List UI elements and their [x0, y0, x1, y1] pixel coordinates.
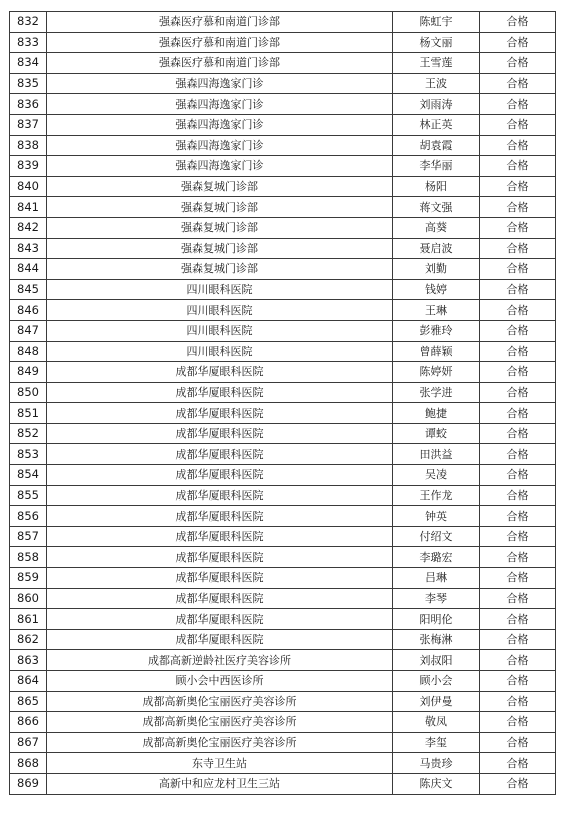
institution-cell: 强森医疗慕和南道门诊部: [47, 12, 393, 33]
table-row: [10, 629, 556, 650]
person-name-cell: 高葵: [393, 217, 480, 238]
institution-cell: 强森复城门诊部: [47, 176, 393, 197]
person-name-cell: 吴凌: [393, 465, 480, 486]
institution-cell: 强森医疗慕和南道门诊部: [47, 32, 393, 53]
row-number-cell: 848: [10, 341, 47, 362]
result-cell: 合格: [480, 444, 556, 465]
row-number-cell: 836: [10, 94, 47, 115]
row-number-cell: 861: [10, 609, 47, 630]
result-cell: 合格: [480, 176, 556, 197]
row-number-cell: 869: [10, 773, 47, 794]
row-number-cell: 842: [10, 217, 47, 238]
row-number-cell: 835: [10, 73, 47, 94]
row-number-cell: 849: [10, 362, 47, 383]
person-name-cell: 吕琳: [393, 568, 480, 589]
result-cell: 合格: [480, 753, 556, 774]
person-name-cell: 钱婷: [393, 279, 480, 300]
result-cell: 合格: [480, 94, 556, 115]
row-number-cell: 862: [10, 629, 47, 650]
row-number-cell: 860: [10, 588, 47, 609]
person-name-cell: 马贵珍: [393, 753, 480, 774]
table-row: [10, 588, 556, 609]
institution-cell: 成都华厦眼科医院: [47, 629, 393, 650]
result-cell: 合格: [480, 362, 556, 383]
result-cell: 合格: [480, 382, 556, 403]
person-name-cell: 彭雅玲: [393, 320, 480, 341]
institution-cell: 成都华厦眼科医院: [47, 526, 393, 547]
table-row: [10, 94, 556, 115]
person-name-cell: 李华丽: [393, 156, 480, 177]
person-name-cell: 刘勤: [393, 259, 480, 280]
person-name-cell: 鲍捷: [393, 403, 480, 424]
person-name-cell: 付绍文: [393, 526, 480, 547]
result-cell: 合格: [480, 423, 556, 444]
table-row: [10, 259, 556, 280]
result-cell: 合格: [480, 217, 556, 238]
row-number-cell: 856: [10, 506, 47, 527]
table-row: [10, 671, 556, 692]
result-cell: 合格: [480, 526, 556, 547]
institution-cell: 强森复城门诊部: [47, 238, 393, 259]
person-name-cell: 田洪益: [393, 444, 480, 465]
row-number-cell: 833: [10, 32, 47, 53]
result-cell: 合格: [480, 197, 556, 218]
person-name-cell: 陈庆文: [393, 773, 480, 794]
person-name-cell: 杨文丽: [393, 32, 480, 53]
institution-cell: 四川眼科医院: [47, 300, 393, 321]
person-name-cell: 曾薛颖: [393, 341, 480, 362]
table-row: [10, 217, 556, 238]
row-number-cell: 837: [10, 114, 47, 135]
institution-cell: 成都华厦眼科医院: [47, 382, 393, 403]
row-number-cell: 844: [10, 259, 47, 280]
person-name-cell: 刘叔阳: [393, 650, 480, 671]
result-cell: 合格: [480, 12, 556, 33]
table-row: [10, 465, 556, 486]
result-cell: 合格: [480, 465, 556, 486]
institution-cell: 成都高新奥伦宝丽医疗美容诊所: [47, 712, 393, 733]
table-row: [10, 526, 556, 547]
person-name-cell: 胡袁霞: [393, 135, 480, 156]
person-name-cell: 钟英: [393, 506, 480, 527]
institution-cell: 强森四海逸家门诊: [47, 73, 393, 94]
table-row: [10, 547, 556, 568]
result-cell: 合格: [480, 341, 556, 362]
person-name-cell: 李琴: [393, 588, 480, 609]
result-cell: 合格: [480, 691, 556, 712]
results-table-body: [10, 12, 556, 795]
person-name-cell: 聂启波: [393, 238, 480, 259]
results-table-sheet: [9, 11, 551, 795]
row-number-cell: 857: [10, 526, 47, 547]
person-name-cell: 阳明伦: [393, 609, 480, 630]
result-cell: 合格: [480, 300, 556, 321]
table-row: [10, 156, 556, 177]
institution-cell: 四川眼科医院: [47, 320, 393, 341]
person-name-cell: 张梅淋: [393, 629, 480, 650]
institution-cell: 高新中和应龙村卫生三站: [47, 773, 393, 794]
result-cell: 合格: [480, 609, 556, 630]
institution-cell: 成都华厦眼科医院: [47, 588, 393, 609]
table-row: [10, 423, 556, 444]
person-name-cell: 王作龙: [393, 485, 480, 506]
table-row: [10, 320, 556, 341]
person-name-cell: 陈婷妍: [393, 362, 480, 383]
table-row: [10, 732, 556, 753]
row-number-cell: 834: [10, 53, 47, 74]
row-number-cell: 852: [10, 423, 47, 444]
table-row: [10, 362, 556, 383]
result-cell: 合格: [480, 320, 556, 341]
row-number-cell: 853: [10, 444, 47, 465]
results-table: [9, 11, 556, 795]
table-row: [10, 341, 556, 362]
row-number-cell: 845: [10, 279, 47, 300]
result-cell: 合格: [480, 135, 556, 156]
institution-cell: 强森复城门诊部: [47, 259, 393, 280]
table-row: [10, 444, 556, 465]
person-name-cell: 王琳: [393, 300, 480, 321]
person-name-cell: 刘雨涛: [393, 94, 480, 115]
institution-cell: 强森复城门诊部: [47, 197, 393, 218]
result-cell: 合格: [480, 259, 556, 280]
row-number-cell: 851: [10, 403, 47, 424]
institution-cell: 成都华厦眼科医院: [47, 609, 393, 630]
table-row: [10, 135, 556, 156]
institution-cell: 强森医疗慕和南道门诊部: [47, 53, 393, 74]
row-number-cell: 864: [10, 671, 47, 692]
table-row: [10, 568, 556, 589]
row-number-cell: 846: [10, 300, 47, 321]
table-row: [10, 691, 556, 712]
result-cell: 合格: [480, 650, 556, 671]
result-cell: 合格: [480, 773, 556, 794]
table-row: [10, 176, 556, 197]
result-cell: 合格: [480, 114, 556, 135]
table-row: [10, 773, 556, 794]
row-number-cell: 832: [10, 12, 47, 33]
table-row: [10, 506, 556, 527]
institution-cell: 四川眼科医院: [47, 279, 393, 300]
person-name-cell: 蒋文强: [393, 197, 480, 218]
result-cell: 合格: [480, 238, 556, 259]
person-name-cell: 李璐宏: [393, 547, 480, 568]
institution-cell: 成都高新逆龄社医疗美容诊所: [47, 650, 393, 671]
table-row: [10, 279, 556, 300]
person-name-cell: 陈虹宇: [393, 12, 480, 33]
table-row: [10, 73, 556, 94]
table-row: [10, 238, 556, 259]
result-cell: 合格: [480, 485, 556, 506]
result-cell: 合格: [480, 403, 556, 424]
table-row: [10, 650, 556, 671]
table-row: [10, 382, 556, 403]
result-cell: 合格: [480, 547, 556, 568]
row-number-cell: 841: [10, 197, 47, 218]
result-cell: 合格: [480, 568, 556, 589]
result-cell: 合格: [480, 32, 556, 53]
result-cell: 合格: [480, 588, 556, 609]
institution-cell: 成都华厦眼科医院: [47, 362, 393, 383]
row-number-cell: 865: [10, 691, 47, 712]
person-name-cell: 张学进: [393, 382, 480, 403]
person-name-cell: 王波: [393, 73, 480, 94]
row-number-cell: 868: [10, 753, 47, 774]
institution-cell: 强森四海逸家门诊: [47, 114, 393, 135]
table-row: [10, 609, 556, 630]
institution-cell: 强森四海逸家门诊: [47, 156, 393, 177]
table-row: [10, 712, 556, 733]
institution-cell: 成都华厦眼科医院: [47, 547, 393, 568]
institution-cell: 强森四海逸家门诊: [47, 94, 393, 115]
table-row: [10, 403, 556, 424]
result-cell: 合格: [480, 629, 556, 650]
row-number-cell: 840: [10, 176, 47, 197]
institution-cell: 成都华厦眼科医院: [47, 423, 393, 444]
row-number-cell: 838: [10, 135, 47, 156]
result-cell: 合格: [480, 73, 556, 94]
result-cell: 合格: [480, 712, 556, 733]
institution-cell: 强森复城门诊部: [47, 217, 393, 238]
row-number-cell: 866: [10, 712, 47, 733]
result-cell: 合格: [480, 732, 556, 753]
row-number-cell: 867: [10, 732, 47, 753]
row-number-cell: 839: [10, 156, 47, 177]
person-name-cell: 杨阳: [393, 176, 480, 197]
table-row: [10, 53, 556, 74]
institution-cell: 成都华厦眼科医院: [47, 403, 393, 424]
institution-cell: 成都华厦眼科医院: [47, 506, 393, 527]
institution-cell: 成都高新奥伦宝丽医疗美容诊所: [47, 691, 393, 712]
person-name-cell: 刘伊曼: [393, 691, 480, 712]
institution-cell: 顾小会中西医诊所: [47, 671, 393, 692]
institution-cell: 成都华厦眼科医院: [47, 485, 393, 506]
person-name-cell: 王雪莲: [393, 53, 480, 74]
row-number-cell: 843: [10, 238, 47, 259]
table-row: [10, 12, 556, 33]
table-row: [10, 32, 556, 53]
person-name-cell: 顾小会: [393, 671, 480, 692]
person-name-cell: 林正英: [393, 114, 480, 135]
person-name-cell: 敬凤: [393, 712, 480, 733]
institution-cell: 四川眼科医院: [47, 341, 393, 362]
table-row: [10, 300, 556, 321]
table-row: [10, 485, 556, 506]
row-number-cell: 858: [10, 547, 47, 568]
row-number-cell: 850: [10, 382, 47, 403]
row-number-cell: 863: [10, 650, 47, 671]
institution-cell: 成都华厦眼科医院: [47, 568, 393, 589]
row-number-cell: 855: [10, 485, 47, 506]
institution-cell: 成都华厦眼科医院: [47, 465, 393, 486]
result-cell: 合格: [480, 506, 556, 527]
person-name-cell: 李玺: [393, 732, 480, 753]
institution-cell: 成都高新奥伦宝丽医疗美容诊所: [47, 732, 393, 753]
table-row: [10, 753, 556, 774]
table-row: [10, 197, 556, 218]
result-cell: 合格: [480, 156, 556, 177]
institution-cell: 东寺卫生站: [47, 753, 393, 774]
row-number-cell: 847: [10, 320, 47, 341]
table-row: [10, 114, 556, 135]
result-cell: 合格: [480, 279, 556, 300]
row-number-cell: 854: [10, 465, 47, 486]
result-cell: 合格: [480, 53, 556, 74]
institution-cell: 强森四海逸家门诊: [47, 135, 393, 156]
person-name-cell: 谭蛟: [393, 423, 480, 444]
institution-cell: 成都华厦眼科医院: [47, 444, 393, 465]
row-number-cell: 859: [10, 568, 47, 589]
result-cell: 合格: [480, 671, 556, 692]
